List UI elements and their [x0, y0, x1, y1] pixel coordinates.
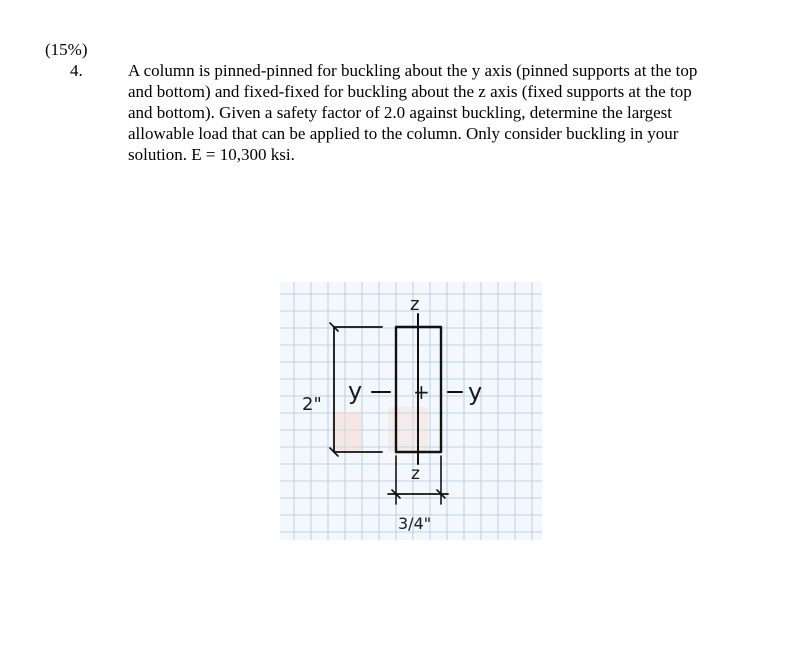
question-number: 4. [70, 61, 83, 80]
y-axis-label-right: y [468, 378, 483, 406]
z-axis-label-bottom: z [411, 464, 420, 484]
width-dimension-label: 3/4" [398, 514, 432, 533]
z-axis-label-top: z [410, 294, 420, 315]
graph-paper-drawing [280, 282, 542, 540]
cross-section-sketch [280, 282, 542, 540]
tint-mark [388, 407, 428, 452]
tint-mark [332, 412, 362, 452]
height-dimension-label: 2" [302, 394, 322, 415]
question-text: A column is pinned-pinned for buckling about the y axis (pinned supports at the top and bottom) and fixed-fixed for buckling about the z axis (fixed supports at the top and bottom). Given a safety factor of 2.0 against buckling, determine the largest allowable load that can be applied to the column. Only consider buckling in your solution. E = 10,300 ksi. [128, 61, 698, 164]
y-axis-label-left: y [348, 377, 363, 405]
centroid-mark: + [413, 380, 430, 404]
points-label: (15%) [45, 40, 88, 59]
